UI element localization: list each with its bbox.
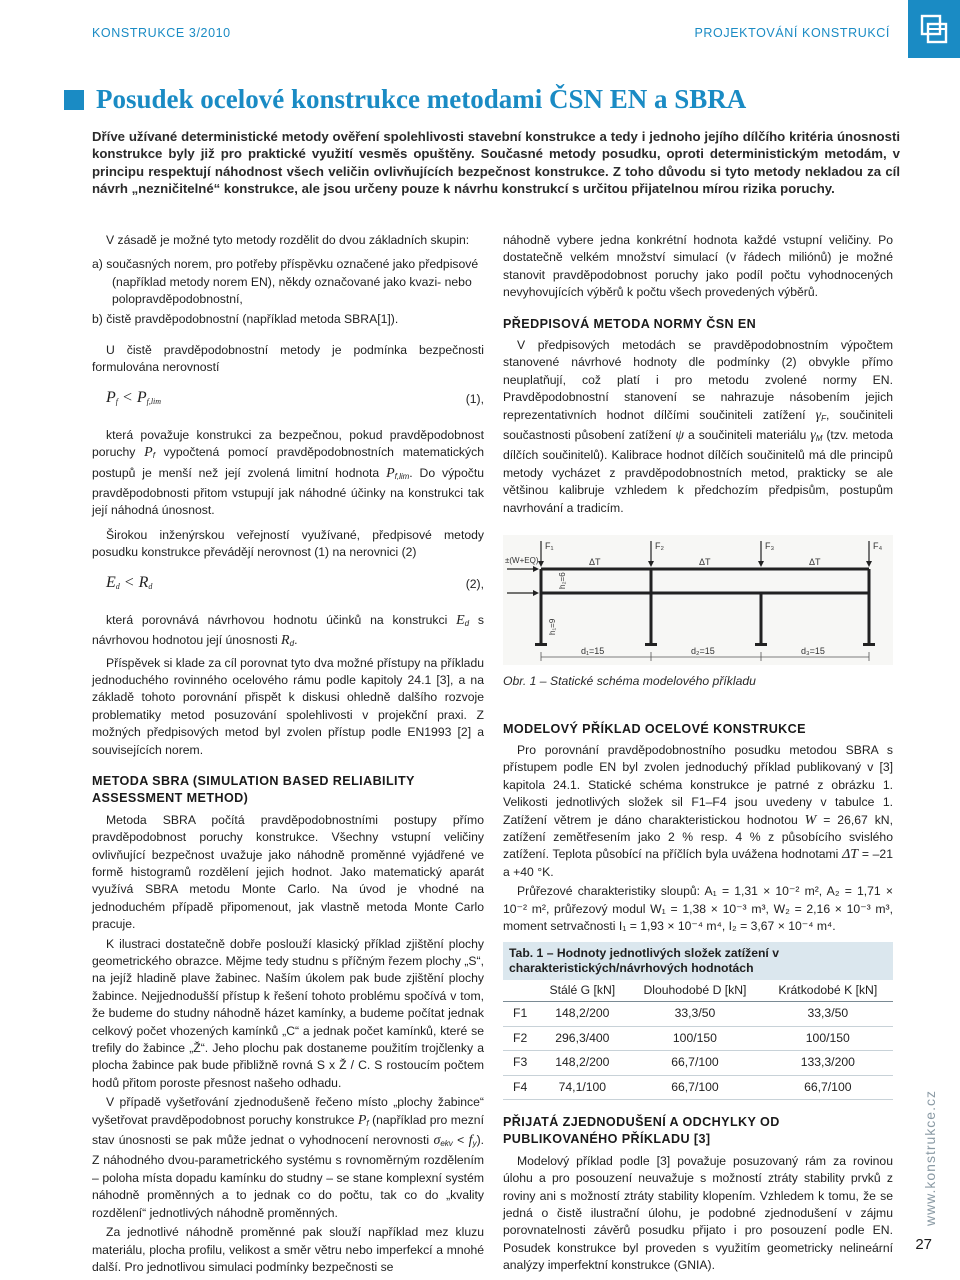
formula-1-number: (1), — [465, 391, 484, 406]
table-cell: 66,7/100 — [627, 1051, 762, 1075]
table-header-cell: Dlouhodobé D [kN] — [627, 980, 762, 1002]
figure-wind-label: ±(W+EQ) — [505, 556, 539, 566]
table-header-cell — [503, 980, 537, 1002]
loads-table — [503, 942, 893, 1100]
table-cell: 100/150 — [763, 1026, 893, 1050]
table-cell: 148,2/200 — [537, 1002, 627, 1026]
table-header-row — [503, 980, 893, 1002]
list-item: a) současných norem, pro potřeby příspěvku označené jako předpisové (například metody norem EN), někdy označované jako kvazi- nebo polopravděpodobnostní, — [92, 257, 479, 307]
table-header-cell: Krátkodobé K [kN] — [763, 980, 893, 1002]
figure-temp-label: ΔT — [699, 557, 711, 568]
journal-name: KONSTRUKCE 3/2010 — [92, 26, 231, 40]
table-cell: 100/150 — [627, 1026, 762, 1050]
formula-1-expression: $P_f < P_{f,lim}$ — [106, 388, 162, 406]
table-cell: 148,2/200 — [537, 1051, 627, 1075]
table-cell: 33,3/50 — [763, 1002, 893, 1026]
paragraph: která porovnává návrhovou hodnotu účinků na konstrukci $E_d$ s návrhovou hodnotou její únosnosti $R_d$. — [92, 612, 484, 649]
formula-2-expression: $E_d < R_d$ — [106, 573, 153, 591]
table-cell: F3 — [503, 1051, 537, 1075]
figure-height-label: h₂=6 — [558, 572, 567, 590]
paragraph: Metoda SBRA počítá pravděpodobnostními postupy přímo pravděpodobnost poruchy konstrukce. Všechny vstupní veličiny ovlivňující bezpečnost uvažuje jako náhodně proměnné vyjádřené ve formě histogramů rozdělení jejich hodnot. Jako matematický aparát využívá SBRA metodu Monte Carlo. Na úvod je vhodné na jednoduchém případě připomenout, jak vlastně metoda Monte Carlo pracuje. — [92, 812, 484, 932]
left-column — [92, 232, 484, 1280]
heading-sbra: METODA SBRA (SIMULATION BASED RELIABILITY ASSESSMENT METHOD) — [92, 773, 415, 806]
heading-simplifications: PŘIJATÁ ZJEDNODUŠENÍ A ODCHYLKY OD PUBLIKOVANÉHO PŘÍKLADU [3] — [503, 1115, 780, 1147]
paragraph: která považuje konstrukci za bezpečnou, pokud pravděpodobnost poruchy $P_f$ vypočtená pomocí pravděpodobnostních matematických postupů je menší než její zvolená limitní hodnota $P_{f,lim}$. Do výpočtu pravděpodobnosti přitom vstupují jak náhodné účinky na konstrukci tak její náhodná únosnost. — [92, 427, 484, 518]
static-scheme-figure — [503, 535, 893, 665]
paragraph: Modelový příklad podle [3] považuje posuzovaný rám za rovinou úlohu a pro posouzení neuvažuje s možností ztráty stability prvků z roviny ani s možností ztráty stability klopením. Vzhledem k tomu, že se jedná o čistě ilustrační úlohu, je podobné zjednodušení v zájmu porovnatelnosti závěrů posudku přijato i pro posouzení podle EN. Posudek konstrukce byl proveden s využitím geometricky nelineární analýzy imperfektní konstrukce (GNIA). — [503, 1153, 893, 1273]
abstract: Dříve užívané deterministické metody ověření spolehlivosti stavební konstrukce a tedy i jednoho jejího dílčího kritéria únosnosti konstrukce byly již pro praktické využití vesměs opuštěny. Současné metody posudku, oproti deterministickým metodám, v principu respektují náhodnost všech veličin ovlivňujících bezpečnost konstrukce. Z toho důvodu si tyto metody nekladou za cíl návrh „nezničitelné“ konstrukce, ale jsou určeny pouze k návrhu konstrukcí s určitou přijatelnou mírou rizika poruchy. — [92, 129, 900, 197]
formula-2 — [92, 570, 484, 602]
paragraph: U čistě pravděpodobnostní metody je podmínka bezpečnosti formulována nerovností — [92, 343, 484, 375]
table-header-cell: Stálé G [kN] — [537, 980, 627, 1002]
figure-load-label: F₁ — [545, 541, 554, 552]
title-marker-icon — [64, 90, 84, 110]
heading-model-example: MODELOVÝ PŘÍKLAD OCELOVÉ KONSTRUKCE — [503, 721, 806, 736]
paragraph: V případě vyšetřování zjednodušeně řečeno místo „plochy žabince“ vyšetřovat pravděpodobnost poruchy konstrukce $P_f$ (například pro mezní stav únosnosti se pak může jednat o vyhodnocení nerovnosti $\sigma_{ekv} < f_y$). Z náhodného dvou-parametrického systému s rovnoměrným rozdělením – poloha místa dopadu kamínku do studny – se stane komplexní systém náhodně proměnných a to jednak co do počtu, tak co do „kvality rozdělení“ jednotlivých náhodně proměnných. — [92, 1095, 485, 1220]
formula-2-number: (2), — [465, 576, 484, 591]
table-cell: F2 — [503, 1026, 537, 1050]
section-name: PROJEKTOVÁNÍ KONSTRUKCÍ — [694, 26, 890, 40]
paragraph: V předpisových metodách se pravděpodobnostním výpočtem stanovené návrhové hodnoty dle podmínky (2) obvykle přímo neuplatňují, což platí i pro metodu zvolené normy EN. Pravděpodobnostní stanovení se nahrazuje násobením jejich reprezentativních hodnot dílčími součiniteli zatížení $\gamma_F$, součiniteli součastnosti působení zatížení ψ a součiniteli materiálu $\gamma_M$ (tzv. metoda dílčích součinitelů). Kalibrace hodnot dílčích součinitelů má dle principů metody vycházet z pravděpodobnostních metod, prakticky se ale většinou kalibruje vzhledem k předchozím předpisům, postupům navrhování a tradicím. — [503, 338, 894, 515]
paragraph: K ilustraci dostatečně dobře poslouží klasický příklad zjištění plochy geometrického obrazce. Mějme tedy studnu s příčným řezem plochy „S“, na jejíž hladině plave žabinec. Naším úkolem pak bude zjištění plochy žabince. Nejjednodušší přístup k řešení tohoto problému spočívá v tom, že budeme do studny náhodně házet kamínky, a budeme počítat jednak celkový počet vhozených kamínků „C“ a jednak počet kamínků, které se trefily do žabince „Ž“. Jeho plochu pak dostaneme použitím trojčlenky a plocha žabince pak bude přibližně rovná S x Ž / C. S rostoucím počtem hodů přitom poroste přesnost našeho odhadu. — [92, 936, 484, 1090]
journal-logo-icon — [908, 0, 960, 58]
heading-csn-en: PŘEDPISOVÁ METODA NORMY ČSN EN — [503, 316, 757, 331]
table-row — [503, 1026, 893, 1050]
figure-span-label: d₁=15 — [581, 646, 605, 657]
figure-load-label: F₄ — [873, 541, 883, 552]
table-cell: 66,7/100 — [627, 1075, 762, 1099]
table-caption: Tab. 1 – Hodnoty jednotlivých složek zatížení v charakteristických/návrhových hodnotách — [503, 942, 893, 980]
table-cell: F4 — [503, 1075, 537, 1099]
formula-1 — [92, 385, 484, 417]
figure-span-label: d₃=15 — [801, 646, 825, 657]
article-title: Posudek ocelové konstrukce metodami ČSN EN a SBRA — [96, 84, 747, 114]
table-row — [503, 1002, 893, 1026]
table-row — [503, 1075, 893, 1099]
paragraph: náhodně vybere jedna konkrétní hodnota každé vstupní veličiny. Po dostatečně velkém množství simulací (v řádech miliónů) je možné stanovit pravděpodobnost poruchy jako podíl počtu vyhodnocených nevyhovujících výběrů k počtu všech provedených výběrů. — [503, 233, 893, 300]
website-url: www.konstrukce.cz — [922, 1090, 938, 1227]
paragraph: Průřezové charakteristiky sloupů: A₁ = 1,31 × 10⁻² m², A₂ = 1,71 × 10⁻² m², průřezový modul W₁ = 1,38 × 10⁻³ m³, W₂ = 2,16 × 10⁻³ m³, moment setrvačnosti I₁ = 1,93 × 10⁻⁴ m⁴, I₂ = 3,67 × 10⁻⁴ m⁴. — [503, 884, 893, 933]
table-cell: 133,3/200 — [763, 1051, 893, 1075]
figure-caption: Obr. 1 – Statické schéma modelového příkladu — [503, 674, 756, 689]
paragraph: Pro porovnání pravděpodobnostního posudku metodou SBRA s přístupem podle EN byl zvolen jednoduchý příklad publikovaný v [3] kapitola 24.1. Statické schéma konstrukce je patrné z obrázku 1. Velikosti jednotlivých složek sil F1–F4 jsou uvedeny v tabulce 1. Zatížení větrem je dáno charakteristickou hodnotou W = 26,67 kN, zatížení zemětřesením jako 2 % resp. 4 % z působícího svislého zatížení. Teplota působící na příčlích byla uvážena hodnotami ΔT = –21 a +40 °K. — [503, 742, 893, 879]
figure-load-label: F₃ — [765, 541, 775, 552]
right-column — [503, 232, 893, 1280]
table-cell: 296,3/400 — [537, 1026, 627, 1050]
figure-temp-label: ΔT — [589, 557, 601, 568]
figure-temp-label: ΔT — [809, 557, 821, 568]
figure-height-label: h₁=9 — [548, 618, 557, 636]
paragraph: Příspěvek si klade za cíl porovnat tyto dva možné přístupy na příkladu jednoduchého rovinného ocelového rámu podle kapitoly 24.1 [3], a na základě tohoto porovnání přispět k diskusi ohledně dalšího rozvoje problematiky metod posuzování spolehlivosti v projekční praxi. Z možných předpisových metod byl zvolen přístup podle EN1993 [2] a souvisejících norem. — [92, 655, 485, 757]
table-cell: F1 — [503, 1002, 537, 1026]
table-cell: 74,1/100 — [537, 1075, 627, 1099]
paragraph: Širokou inženýrskou veřejností využívané, předpisové metody posudku konstrukce převádějí nerovnost (1) na nerovnici (2) — [92, 527, 484, 560]
paragraph: Za jednotlivé náhodně proměnné pak slouží například mez kluzu materiálu, plocha profilu, velikost a směr větru nebo imperfekcí a mnohé další. Pro jednotlivou simulaci podmínky bezpečnosti se — [92, 1225, 484, 1274]
figure-load-label: F₂ — [655, 541, 664, 552]
page-number: 27 — [915, 1236, 932, 1253]
paragraph: V zásadě je možné tyto metody rozdělit do dvou základních skupin: — [106, 233, 470, 247]
table-cell: 33,3/50 — [627, 1002, 762, 1026]
list-item: b) čistě pravděpodobnostní (například metoda SBRA[1]). — [92, 311, 399, 326]
table-cell: 66,7/100 — [763, 1075, 893, 1099]
table-row — [503, 1051, 893, 1075]
figure-span-label: d₂=15 — [691, 646, 715, 657]
